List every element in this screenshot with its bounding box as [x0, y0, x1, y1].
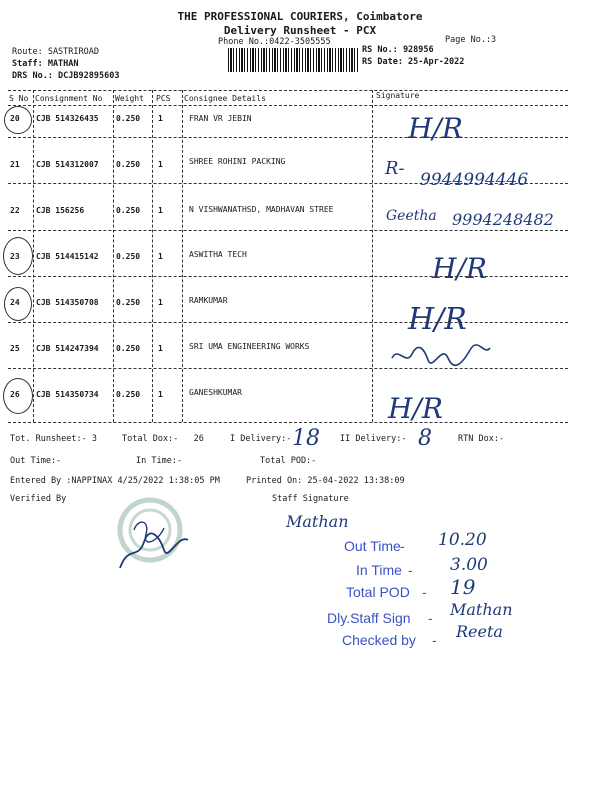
- col-divider: [372, 90, 373, 422]
- row-pcs: 1: [158, 298, 163, 307]
- row-weight: 0.250: [116, 206, 141, 215]
- signature-scribble: Geetha: [386, 208, 437, 224]
- table-header-rule: [8, 105, 568, 106]
- stamp-checked-by-value: Reeta: [456, 622, 503, 641]
- col-header-pcs: PCS: [156, 94, 171, 103]
- row-circle-mark: [3, 237, 33, 275]
- entered-by: Entered By :NAPPINAX 4/25/2022 1:38:05 PM: [10, 476, 220, 486]
- row-weight: 0.250: [116, 160, 141, 169]
- signature-scribble: [388, 340, 498, 370]
- printed-on: Printed On: 25-04-2022 13:38:09: [246, 476, 405, 486]
- row-weight: 0.250: [116, 344, 141, 353]
- row-rule: [8, 183, 568, 184]
- row-rule: [8, 276, 568, 277]
- signature-initials: R-: [385, 158, 405, 179]
- ii-delivery: II Delivery:-: [340, 434, 407, 444]
- row-pcs: 1: [158, 114, 163, 123]
- row-consignee: SRI UMA ENGINEERING WORKS: [189, 342, 310, 351]
- col-header-consignment: Consignment No: [35, 94, 103, 103]
- row-pcs: 1: [158, 390, 163, 399]
- stamp-dash: -: [422, 584, 427, 600]
- col-divider: [152, 90, 153, 422]
- stamp-total-pod-value: 19: [450, 575, 476, 599]
- row-consignee: FRAN VR JEBIN: [189, 114, 252, 123]
- stamp-dly-staff-sign-label: Dly.Staff Sign: [327, 610, 411, 626]
- row-consignee: RAMKUMAR: [189, 296, 228, 305]
- row-sno: 23: [10, 252, 20, 261]
- row-rule: [8, 137, 568, 138]
- stamp-total-pod-label: Total POD: [346, 584, 410, 600]
- col-divider: [113, 90, 114, 422]
- row-weight: 0.250: [116, 390, 141, 399]
- stamp-dash: -: [428, 610, 433, 626]
- total-runsheet: Tot. Runsheet:- 3: [10, 434, 97, 444]
- stamp-in-time-value: 3.00: [450, 555, 488, 575]
- route-label: Route: SASTRIROAD: [12, 47, 99, 57]
- phone-number: Phone No.:0422-3505555: [218, 37, 331, 47]
- page-number: Page No.:3: [445, 35, 497, 45]
- out-time-label: Out Time:-: [10, 456, 62, 466]
- row-rule: [8, 230, 568, 231]
- stamp-dash: -: [408, 562, 413, 578]
- verified-stamp: [98, 490, 208, 585]
- stamp-staff-sign-value: Mathan: [450, 600, 513, 619]
- row-sno: 20: [10, 114, 20, 123]
- row-pcs: 1: [158, 206, 163, 215]
- row-consignment: CJB 514247394: [36, 344, 99, 353]
- staff-label: Staff: MATHAN: [12, 59, 79, 69]
- rs-number: RS No.: 928956: [362, 45, 434, 55]
- row-consignment: CJB 514350708: [36, 298, 99, 307]
- stamp-dash: -: [432, 632, 437, 648]
- col-header-signature: Signature: [376, 91, 420, 100]
- drs-number: DRS No.: DCJB92895603: [12, 71, 120, 81]
- row-sno: 25: [10, 344, 20, 353]
- row-rule: [8, 322, 568, 323]
- col-divider: [182, 90, 183, 422]
- col-header-consignee: Consignee Details: [184, 94, 266, 103]
- row-consignee: SHREE ROHINI PACKING: [189, 157, 286, 166]
- row-consignee: N VISHWANATHSD, MADHAVAN STREE: [189, 205, 334, 214]
- signature-handwriting: H/R: [432, 252, 487, 285]
- row-sno: 24: [10, 298, 20, 307]
- signature-handwriting: 9994248482: [452, 210, 554, 229]
- row-pcs: 1: [158, 160, 163, 169]
- col-header-weight: Weight: [115, 94, 144, 103]
- i-delivery-handwriting: 18: [292, 426, 320, 451]
- row-pcs: 1: [158, 344, 163, 353]
- company-title: THE PROFESSIONAL COURIERS, Coimbatore: [177, 10, 423, 23]
- stamp-checked-by-label: Checked by: [342, 632, 416, 648]
- in-time-label: In Time:-: [136, 456, 183, 466]
- row-consignment: CJB 514415142: [36, 252, 99, 261]
- row-weight: 0.250: [116, 298, 141, 307]
- row-weight: 0.250: [116, 114, 141, 123]
- rs-date: RS Date: 25-Apr-2022: [362, 57, 465, 67]
- verified-by: Verified By: [10, 494, 67, 504]
- row-circle-mark: [4, 287, 32, 321]
- staff-signature-label: Staff Signature: [272, 494, 349, 504]
- i-delivery: I Delivery:-: [230, 434, 292, 444]
- table-bottom-rule: [8, 422, 568, 423]
- row-rule: [8, 368, 568, 369]
- row-pcs: 1: [158, 252, 163, 261]
- stamp-in-time-label: In Time: [356, 562, 402, 578]
- ii-delivery-handwriting: 8: [418, 426, 432, 451]
- row-sno: 21: [10, 160, 20, 169]
- signature-handwriting: 9944994446: [420, 170, 529, 190]
- signature-handwriting: H/R: [408, 302, 467, 337]
- row-consignee: GANESHKUMAR: [189, 388, 242, 397]
- row-consignment: CJB 156256: [36, 206, 85, 215]
- row-weight: 0.250: [116, 252, 141, 261]
- row-circle-mark: [4, 106, 32, 134]
- row-sno: 22: [10, 206, 20, 215]
- row-consignment: CJB 514350734: [36, 390, 99, 399]
- staff-signature-handwriting: Mathan: [286, 512, 349, 531]
- rtn-dox: RTN Dox:-: [458, 434, 505, 444]
- barcode: [228, 48, 360, 72]
- stamp-out-time-value: 10.20: [438, 530, 487, 550]
- row-consignee: ASWITHA TECH: [189, 250, 247, 259]
- table-top-rule: [8, 90, 568, 91]
- col-header-sno: S No: [9, 94, 29, 103]
- row-circle-mark: [3, 378, 33, 414]
- stamp-out-time-label: Out Time: [344, 538, 401, 554]
- row-consignment: CJB 514326435: [36, 114, 99, 123]
- total-pod-label: Total POD:-: [260, 456, 317, 466]
- signature-handwriting: H/R: [408, 112, 463, 145]
- row-sno: 26: [10, 390, 20, 399]
- signature-handwriting: H/R: [388, 392, 443, 425]
- col-divider: [33, 90, 34, 422]
- row-consignment: CJB 514312007: [36, 160, 99, 169]
- total-dox: Total Dox:- 26: [122, 434, 204, 444]
- runsheet-subtitle: Delivery Runsheet - PCX: [223, 24, 377, 37]
- stamp-dash: -: [400, 538, 405, 554]
